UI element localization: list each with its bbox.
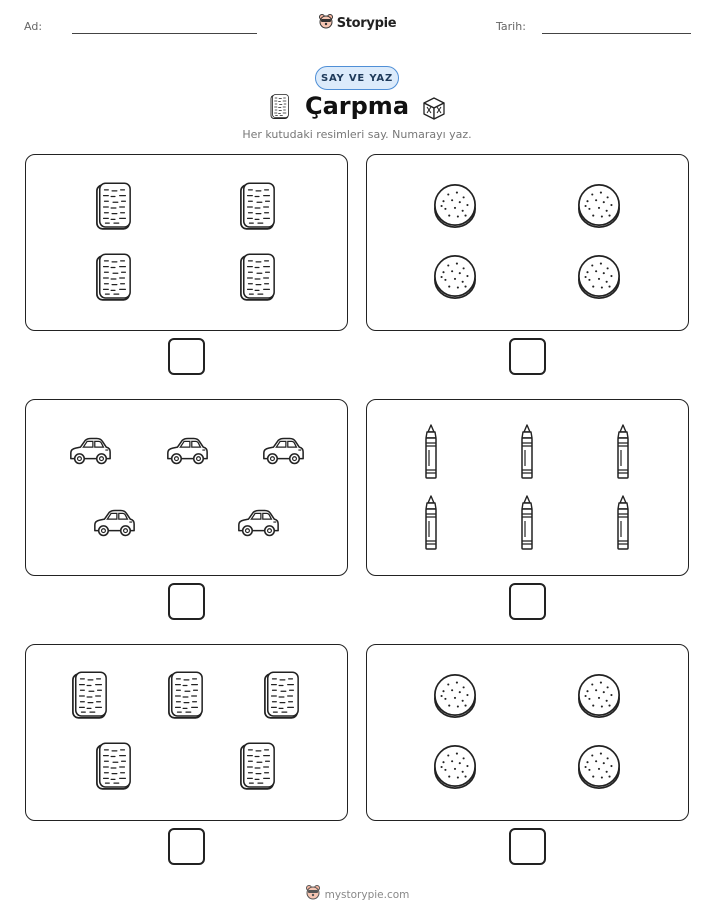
cookie-icon [432,673,478,724]
cracker-icon [95,182,133,237]
footer-link[interactable]: mystorypie.com [324,888,410,901]
cracker-icon [263,671,301,726]
cracker-icon [71,671,109,726]
cracker-icon [239,253,277,308]
answer-box-5[interactable] [168,828,205,865]
brand-logo [0,13,714,34]
car-icon [67,435,113,472]
footer [0,884,714,905]
car-icon [235,507,281,544]
cookie-icon [432,183,478,234]
date-label: Tarih: [496,20,526,33]
crayon-icon [613,495,633,556]
count-box-4 [366,399,689,576]
count-box-5 [25,644,348,821]
brand-name: Storypie [336,16,397,31]
cracker-icon [239,182,277,237]
answer-box-1[interactable] [168,338,205,375]
count-box-6 [366,644,689,821]
answer-box-3[interactable] [168,583,205,620]
count-box-2 [366,154,689,331]
cracker-icon [95,253,133,308]
answer-box-4[interactable] [509,583,546,620]
bear-icon [305,884,321,905]
car-icon [164,435,210,472]
crayon-icon [613,424,633,485]
cookie-icon [432,744,478,795]
cookie-icon [576,744,622,795]
bear-icon [318,13,334,34]
cookie-icon [576,673,622,724]
wooden-block-icon [421,95,447,126]
answer-box-6[interactable] [509,828,546,865]
answer-box-2[interactable] [509,338,546,375]
count-box-1 [25,154,348,331]
car-icon [260,435,306,472]
crayon-icon [517,495,537,556]
crayon-icon [421,424,441,485]
cracker-icon [167,671,205,726]
cookie-icon [576,254,622,305]
cookie-icon [432,254,478,305]
date-field-line[interactable] [542,33,691,34]
name-label: Ad: [24,20,43,33]
page-title: Çarpma [304,92,410,120]
car-icon [91,507,137,544]
cookie-icon [576,183,622,234]
cracker-icon [95,742,133,797]
crayon-icon [517,424,537,485]
worksheet-badge: SAY VE YAZ [315,66,399,90]
instructions: Her kutudaki resimleri say. Numarayı yaz. [242,128,472,141]
count-box-3 [25,399,348,576]
crayon-icon [421,495,441,556]
cracker-icon [239,742,277,797]
